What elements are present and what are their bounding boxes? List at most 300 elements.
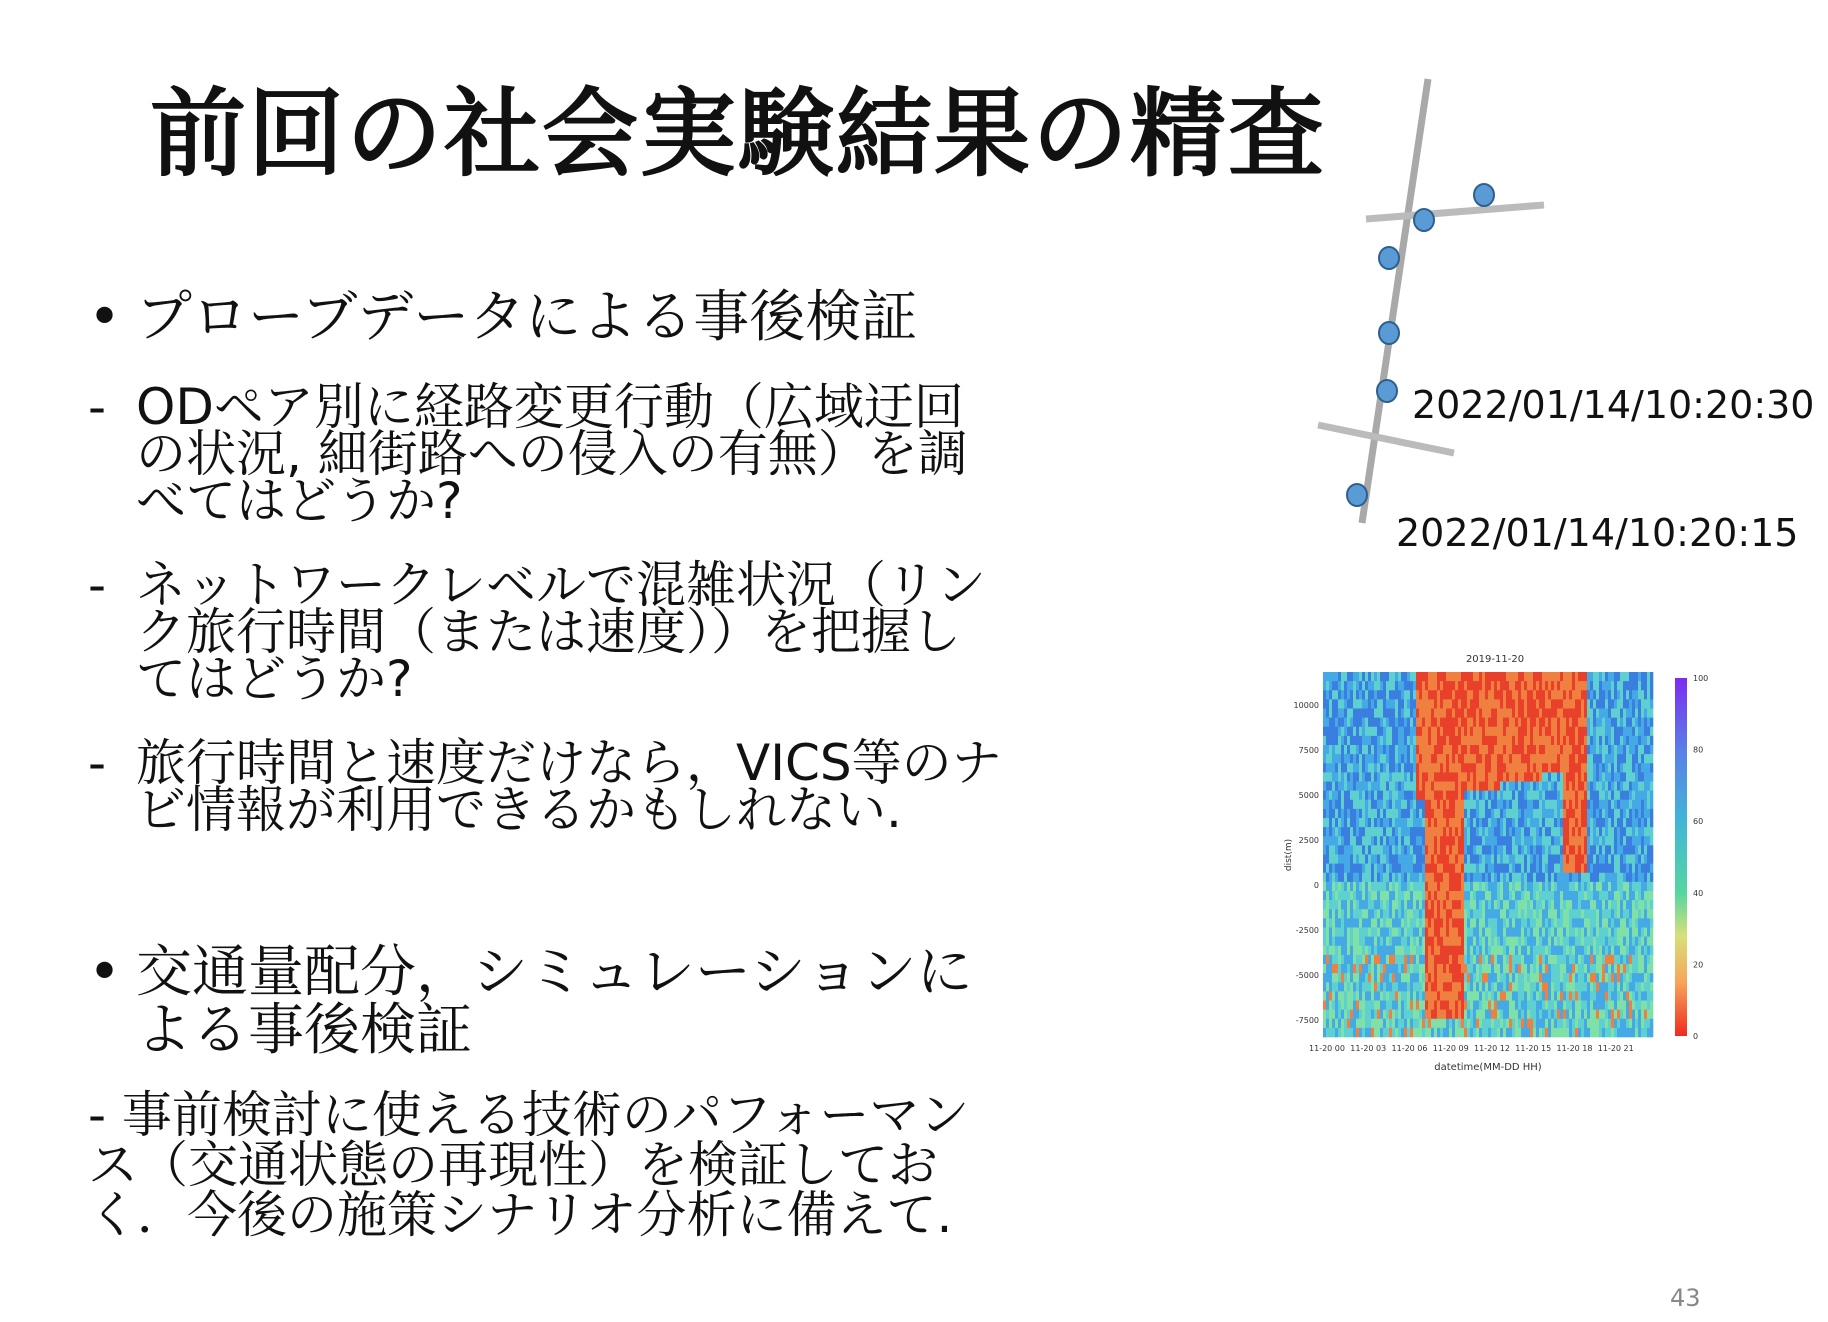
heatmap-cell	[1590, 900, 1593, 909]
heatmap-cell	[1332, 864, 1335, 873]
heatmap-cell	[1350, 1001, 1353, 1010]
heatmap-cell	[1635, 818, 1638, 827]
heatmap-cell	[1398, 1001, 1401, 1010]
heatmap-cell	[1575, 882, 1578, 891]
road-network-svg	[1300, 75, 1800, 535]
heatmap-cell	[1605, 973, 1608, 982]
heatmap-cell	[1557, 763, 1560, 772]
heatmap-cell	[1323, 800, 1326, 809]
heatmap-cell	[1608, 681, 1611, 690]
heatmap-cell	[1383, 1028, 1386, 1037]
heatmap-cell	[1482, 727, 1485, 736]
heatmap-cell	[1593, 782, 1596, 791]
heatmap-cell	[1626, 782, 1629, 791]
heatmap-cell	[1578, 718, 1581, 727]
heatmap-cell	[1416, 1019, 1419, 1028]
heatmap-cell	[1362, 809, 1365, 818]
heatmap-cell	[1527, 690, 1530, 699]
heatmap-cell	[1629, 699, 1632, 708]
heatmap-cell	[1416, 809, 1419, 818]
heatmap-cell	[1347, 855, 1350, 864]
heatmap-cell	[1383, 763, 1386, 772]
heatmap-cell	[1440, 681, 1443, 690]
heatmap-cell	[1461, 763, 1464, 772]
heatmap-cell	[1362, 1001, 1365, 1010]
heatmap-cell	[1482, 745, 1485, 754]
heatmap-cell	[1467, 864, 1470, 873]
heatmap-cell	[1347, 964, 1350, 973]
heatmap-cell	[1410, 937, 1413, 946]
heatmap-cell	[1500, 918, 1503, 927]
heatmap-cell	[1620, 809, 1623, 818]
heatmap-cell	[1569, 836, 1572, 845]
heatmap-cell	[1578, 864, 1581, 873]
heatmap-cell	[1614, 937, 1617, 946]
heatmap-cell	[1446, 882, 1449, 891]
heatmap-x-tick-label: 11-20 06	[1391, 1044, 1428, 1053]
heatmap-cell	[1644, 827, 1647, 836]
heatmap-cell	[1368, 991, 1371, 1000]
heatmap-cell	[1605, 745, 1608, 754]
heatmap-cell	[1395, 937, 1398, 946]
heatmap-cell	[1365, 800, 1368, 809]
heatmap-cell	[1620, 955, 1623, 964]
heatmap-cell	[1443, 928, 1446, 937]
heatmap-cell	[1335, 946, 1338, 955]
heatmap-cell	[1347, 1019, 1350, 1028]
heatmap-cell	[1590, 946, 1593, 955]
heatmap-cell	[1446, 836, 1449, 845]
heatmap-cell	[1476, 900, 1479, 909]
heatmap-cell	[1392, 736, 1395, 745]
heatmap-cell	[1356, 946, 1359, 955]
heatmap-cell	[1557, 772, 1560, 781]
heatmap-cell	[1476, 845, 1479, 854]
heatmap-cell	[1491, 918, 1494, 927]
heatmap-cell	[1485, 864, 1488, 873]
heatmap-cell	[1539, 900, 1542, 909]
heatmap-cell	[1428, 800, 1431, 809]
heatmap-cell	[1503, 745, 1506, 754]
heatmap-cell	[1464, 782, 1467, 791]
heatmap-cell	[1413, 1001, 1416, 1010]
heatmap-cell	[1560, 918, 1563, 927]
heatmap-cell	[1569, 973, 1572, 982]
heatmap-cell	[1635, 772, 1638, 781]
heatmap-cell	[1596, 1028, 1599, 1037]
heatmap-cell	[1572, 709, 1575, 718]
heatmap-cell	[1446, 791, 1449, 800]
heatmap-cell	[1503, 690, 1506, 699]
heatmap-cell	[1518, 1019, 1521, 1028]
heatmap-cell	[1467, 991, 1470, 1000]
heatmap-cell	[1563, 809, 1566, 818]
dash-marker: -	[88, 556, 107, 614]
heatmap-cell	[1500, 699, 1503, 708]
heatmap-cell	[1407, 782, 1410, 791]
heatmap-cell	[1326, 791, 1329, 800]
heatmap-cell	[1626, 818, 1629, 827]
heatmap-cell	[1440, 973, 1443, 982]
heatmap-cell	[1344, 864, 1347, 873]
heatmap-cell	[1563, 745, 1566, 754]
heatmap-cell	[1560, 891, 1563, 900]
heatmap-cell	[1545, 991, 1548, 1000]
heatmap-cell	[1332, 681, 1335, 690]
heatmap-cell	[1482, 809, 1485, 818]
heatmap-cell	[1524, 791, 1527, 800]
heatmap-cell	[1503, 836, 1506, 845]
heatmap-cell	[1350, 772, 1353, 781]
heatmap-cell	[1386, 827, 1389, 836]
heatmap-cell	[1440, 736, 1443, 745]
heatmap-cell	[1539, 709, 1542, 718]
heatmap-cell	[1605, 699, 1608, 708]
heatmap-cell	[1383, 727, 1386, 736]
heatmap-cell	[1572, 672, 1575, 681]
heatmap-cell	[1476, 736, 1479, 745]
heatmap-cell	[1473, 791, 1476, 800]
heatmap-cell	[1620, 745, 1623, 754]
heatmap-cell	[1395, 672, 1398, 681]
heatmap-cell	[1566, 891, 1569, 900]
heatmap-cell	[1359, 836, 1362, 845]
heatmap-cell	[1629, 1010, 1632, 1019]
heatmap-cell	[1563, 1001, 1566, 1010]
heatmap-cell	[1359, 900, 1362, 909]
heatmap-cell	[1524, 937, 1527, 946]
heatmap-cell	[1605, 955, 1608, 964]
heatmap-cell	[1449, 937, 1452, 946]
heatmap-cell	[1593, 1019, 1596, 1028]
heatmap-cell	[1590, 681, 1593, 690]
heatmap-cell	[1389, 782, 1392, 791]
heatmap-cell	[1422, 855, 1425, 864]
heatmap-cell	[1374, 681, 1377, 690]
heatmap-cell	[1425, 928, 1428, 937]
heatmap-cell	[1425, 900, 1428, 909]
heatmap-cell	[1452, 955, 1455, 964]
heatmap-cell	[1356, 699, 1359, 708]
heatmap-cell	[1626, 937, 1629, 946]
heatmap-cell	[1356, 727, 1359, 736]
heatmap-cell	[1605, 991, 1608, 1000]
heatmap-cell	[1587, 690, 1590, 699]
heatmap-cell	[1377, 772, 1380, 781]
heatmap-cell	[1353, 690, 1356, 699]
heatmap-cell	[1491, 745, 1494, 754]
heatmap-cell	[1362, 918, 1365, 927]
heatmap-cell	[1422, 791, 1425, 800]
heatmap-cell	[1413, 973, 1416, 982]
heatmap-cell	[1344, 991, 1347, 1000]
heatmap-cell	[1425, 836, 1428, 845]
heatmap-cell	[1503, 754, 1506, 763]
heatmap-cell	[1413, 873, 1416, 882]
heatmap-cell	[1623, 818, 1626, 827]
heatmap-cell	[1641, 745, 1644, 754]
heatmap-cell	[1599, 909, 1602, 918]
heatmap-cell	[1548, 1019, 1551, 1028]
heatmap-cell	[1488, 782, 1491, 791]
heatmap-cell	[1353, 937, 1356, 946]
heatmap-cell	[1434, 745, 1437, 754]
heatmap-cell	[1611, 1028, 1614, 1037]
heatmap-cell	[1383, 918, 1386, 927]
heatmap-y-tick-label: -7500	[1295, 1016, 1319, 1025]
heatmap-cell	[1425, 937, 1428, 946]
heatmap-cell	[1347, 882, 1350, 891]
heatmap-cell	[1647, 782, 1650, 791]
heatmap-cell	[1461, 873, 1464, 882]
heatmap-cell	[1614, 736, 1617, 745]
heatmap-cell	[1404, 1028, 1407, 1037]
heatmap-cell	[1602, 818, 1605, 827]
heatmap-cell	[1557, 709, 1560, 718]
heatmap-cell	[1512, 736, 1515, 745]
heatmap-cell	[1371, 946, 1374, 955]
heatmap-cell	[1359, 827, 1362, 836]
heatmap-cell	[1479, 855, 1482, 864]
heatmap-cell	[1431, 772, 1434, 781]
heatmap-cell	[1614, 818, 1617, 827]
heatmap-cell	[1446, 845, 1449, 854]
heatmap-cell	[1509, 745, 1512, 754]
heatmap-y-tick-label: 2500	[1298, 836, 1319, 845]
heatmap-cell	[1509, 681, 1512, 690]
heatmap-cell	[1341, 772, 1344, 781]
heatmap-cell	[1596, 782, 1599, 791]
heatmap-cell	[1428, 955, 1431, 964]
heatmap-cell	[1611, 991, 1614, 1000]
heatmap-cell	[1527, 891, 1530, 900]
heatmap-cell	[1527, 681, 1530, 690]
heatmap-cell	[1602, 800, 1605, 809]
heatmap-cell	[1440, 900, 1443, 909]
heatmap-cell	[1392, 937, 1395, 946]
heatmap-cell	[1644, 891, 1647, 900]
heatmap-cell	[1404, 718, 1407, 727]
heatmap-cell	[1638, 855, 1641, 864]
heatmap-cell	[1395, 836, 1398, 845]
heatmap-cell	[1620, 991, 1623, 1000]
heatmap-cell	[1359, 763, 1362, 772]
heatmap-cell	[1452, 918, 1455, 927]
heatmap-cell	[1428, 900, 1431, 909]
heatmap-cell	[1608, 709, 1611, 718]
heatmap-cell	[1647, 1019, 1650, 1028]
heatmap-cell	[1608, 1010, 1611, 1019]
heatmap-cell	[1521, 973, 1524, 982]
heatmap-cell	[1344, 800, 1347, 809]
heatmap-cell	[1362, 973, 1365, 982]
heatmap-cell	[1602, 699, 1605, 708]
heatmap-cell	[1641, 818, 1644, 827]
heatmap-cell	[1476, 772, 1479, 781]
heatmap-cell	[1371, 681, 1374, 690]
heatmap-cell	[1581, 1001, 1584, 1010]
heatmap-cell	[1356, 745, 1359, 754]
heatmap-cell	[1527, 845, 1530, 854]
heatmap-cell	[1401, 718, 1404, 727]
heatmap-cell	[1356, 763, 1359, 772]
heatmap-cell	[1350, 745, 1353, 754]
heatmap-cell	[1443, 891, 1446, 900]
heatmap-cell	[1530, 991, 1533, 1000]
heatmap-cell	[1401, 964, 1404, 973]
heatmap-cell	[1572, 928, 1575, 937]
heatmap-cell	[1380, 909, 1383, 918]
heatmap-cell	[1389, 1001, 1392, 1010]
heatmap-cell	[1503, 782, 1506, 791]
heatmap-cell	[1410, 763, 1413, 772]
heatmap-cell	[1350, 827, 1353, 836]
heatmap-cell	[1587, 782, 1590, 791]
heatmap-cell	[1473, 736, 1476, 745]
heatmap-cell	[1479, 873, 1482, 882]
heatmap-cell	[1443, 991, 1446, 1000]
heatmap-cell	[1569, 855, 1572, 864]
heatmap-cell	[1326, 982, 1329, 991]
heatmap-cell	[1377, 982, 1380, 991]
heatmap-cell	[1569, 909, 1572, 918]
heatmap-cell	[1398, 882, 1401, 891]
heatmap-cell	[1416, 955, 1419, 964]
heatmap-cell	[1515, 809, 1518, 818]
heatmap-cell	[1593, 845, 1596, 854]
heatmap-cell	[1449, 754, 1452, 763]
heatmap-cell	[1443, 709, 1446, 718]
heatmap-cell	[1641, 882, 1644, 891]
heatmap-cell	[1557, 718, 1560, 727]
heatmap-cell	[1485, 699, 1488, 708]
heatmap-cell	[1491, 836, 1494, 845]
heatmap-cell	[1380, 845, 1383, 854]
heatmap-cell	[1497, 836, 1500, 845]
heatmap-cell	[1593, 964, 1596, 973]
heatmap-cell	[1365, 791, 1368, 800]
heatmap-cell	[1392, 891, 1395, 900]
heatmap-cell	[1626, 855, 1629, 864]
heatmap-cell	[1554, 855, 1557, 864]
heatmap-cell	[1587, 909, 1590, 918]
slide-title: 前回の社会実験結果の精査	[150, 78, 1326, 190]
heatmap-cell	[1506, 1028, 1509, 1037]
heatmap-cell	[1470, 827, 1473, 836]
heatmap-cell	[1536, 928, 1539, 937]
heatmap-cell	[1428, 763, 1431, 772]
heatmap-cell	[1368, 982, 1371, 991]
heatmap-cell	[1455, 727, 1458, 736]
heatmap-cell	[1419, 882, 1422, 891]
heatmap-cell	[1503, 855, 1506, 864]
heatmap-cell	[1539, 772, 1542, 781]
heatmap-cell	[1464, 818, 1467, 827]
heatmap-cell	[1356, 672, 1359, 681]
heatmap-cell	[1431, 809, 1434, 818]
heatmap-cell	[1380, 791, 1383, 800]
heatmap-cell	[1605, 736, 1608, 745]
heatmap-cell	[1560, 955, 1563, 964]
heatmap-cell	[1431, 1019, 1434, 1028]
heatmap-cell	[1377, 882, 1380, 891]
heatmap-cell	[1461, 772, 1464, 781]
heatmap-cell	[1551, 1001, 1554, 1010]
heatmap-cell	[1515, 909, 1518, 918]
heatmap-cell	[1650, 918, 1653, 927]
heatmap-cell	[1362, 681, 1365, 690]
heatmap-cell	[1620, 782, 1623, 791]
heatmap-cell	[1347, 1010, 1350, 1019]
heatmap-cell	[1404, 1001, 1407, 1010]
heatmap-cell	[1506, 690, 1509, 699]
heatmap-cell	[1431, 955, 1434, 964]
heatmap-cell	[1521, 918, 1524, 927]
heatmap-cell	[1554, 845, 1557, 854]
heatmap-cell	[1323, 909, 1326, 918]
heatmap-cell	[1500, 736, 1503, 745]
heatmap-cell	[1593, 1010, 1596, 1019]
heatmap-cell	[1506, 699, 1509, 708]
heatmap-cell	[1494, 772, 1497, 781]
heatmap-cell	[1488, 991, 1491, 1000]
heatmap-cell	[1524, 955, 1527, 964]
heatmap-cell	[1644, 754, 1647, 763]
heatmap-cell	[1332, 1010, 1335, 1019]
heatmap-cell	[1332, 727, 1335, 736]
heatmap-cell	[1401, 754, 1404, 763]
heatmap-cell	[1536, 709, 1539, 718]
heatmap-cell	[1530, 672, 1533, 681]
heatmap-cell	[1464, 745, 1467, 754]
heatmap-cell	[1623, 809, 1626, 818]
heatmap-cell	[1443, 1028, 1446, 1037]
heatmap-cell	[1539, 845, 1542, 854]
heatmap-cell	[1476, 782, 1479, 791]
heatmap-cell	[1392, 909, 1395, 918]
heatmap-cell	[1629, 809, 1632, 818]
heatmap-cell	[1326, 991, 1329, 1000]
heatmap-cell	[1590, 699, 1593, 708]
heatmap-cell	[1518, 800, 1521, 809]
heatmap-cell	[1470, 918, 1473, 927]
heatmap-cell	[1614, 709, 1617, 718]
heatmap-cell	[1518, 699, 1521, 708]
heatmap-cell	[1587, 791, 1590, 800]
heatmap-cell	[1554, 745, 1557, 754]
heatmap-cell	[1542, 864, 1545, 873]
heatmap-cell	[1602, 973, 1605, 982]
heatmap-cell	[1383, 754, 1386, 763]
heatmap-cell	[1563, 845, 1566, 854]
heatmap-cell	[1386, 937, 1389, 946]
heatmap-cell	[1572, 782, 1575, 791]
heatmap-cell	[1350, 672, 1353, 681]
heatmap-cell	[1599, 736, 1602, 745]
heatmap-cell	[1419, 873, 1422, 882]
heatmap-cell	[1380, 782, 1383, 791]
heatmap-cell	[1524, 836, 1527, 845]
heatmap-cell	[1605, 727, 1608, 736]
heatmap-cell	[1551, 900, 1554, 909]
heatmap-cell	[1545, 864, 1548, 873]
heatmap-cell	[1548, 845, 1551, 854]
heatmap-cell	[1362, 909, 1365, 918]
heatmap-cell	[1383, 772, 1386, 781]
heatmap-cell	[1647, 973, 1650, 982]
heatmap-cell	[1554, 909, 1557, 918]
heatmap-cell	[1467, 827, 1470, 836]
